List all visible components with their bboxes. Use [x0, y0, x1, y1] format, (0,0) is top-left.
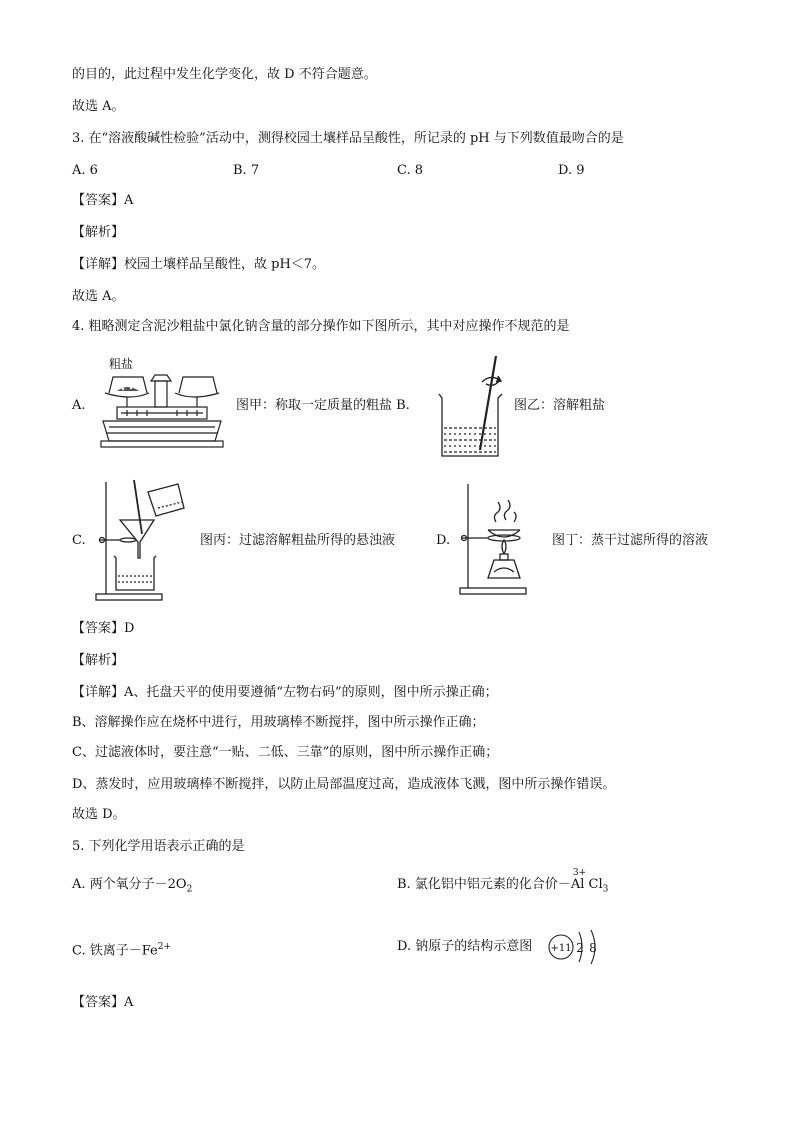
q4-option-b-caption: 图乙：溶解粗盐	[514, 398, 606, 413]
atom-structure-icon	[547, 926, 607, 968]
detail-text: D、蒸发时，应用玻璃棒不断搅拌，以防止局部温度过高，造成液体飞溅，图中所示操作错误。	[72, 777, 616, 792]
q5-option-a-text: A. 两个氧分子－2O	[72, 877, 187, 892]
subscript: 3	[602, 884, 609, 895]
evaporation-icon	[458, 482, 542, 598]
figure-label: 粗盐	[109, 357, 134, 371]
question-4: 4. 粗略测定含泥沙粗盐中氯化钠含量的部分操作如下图所示，其中对应操作不规范的是	[72, 319, 570, 334]
subscript: 2	[186, 884, 193, 895]
question-3: 3. 在“溶液酸碱性检验”活动中，测得校园土壤样品呈酸性，所记录的 pH 与下列数值最吻合的是	[72, 131, 624, 146]
detail-text: 【详解】A、托盘天平的使用要遵循“左物右码”的原则，图中所示操正确；	[72, 685, 498, 700]
q5-option-c	[72, 938, 171, 960]
q3-option-d: D. 9	[558, 163, 585, 178]
nucleus-label: +11	[550, 943, 572, 954]
q4-option-c-letter: C.	[72, 533, 86, 548]
q4-option-a-letter: A.	[72, 398, 86, 413]
q5-option-c-text: C. 铁离子－Fe	[72, 943, 158, 959]
text-line: 故选 A。	[72, 99, 125, 114]
q5-option-b-text: B. 氯化铝中铝元素的化合价－	[397, 877, 571, 892]
sodium-atom-diagram	[547, 926, 607, 968]
answer-label: 【答案】A	[72, 995, 134, 1010]
q4-option-d-letter: D.	[436, 533, 451, 548]
shell-1-label: 2	[576, 941, 584, 955]
analysis-label: 【解析】	[72, 653, 125, 668]
q5-option-d-text: D. 钠原子的结构示意图	[397, 939, 533, 954]
balance-figure	[97, 355, 227, 451]
answer-label: 【答案】A	[72, 193, 134, 208]
answer-label: 【答案】D	[72, 621, 135, 636]
detail-text: 【详解】校园土壤样品呈酸性，故 pH＜7。	[72, 257, 326, 272]
choose-text: 故选 A。	[72, 289, 125, 304]
q3-option-a: A. 6	[72, 163, 98, 178]
q3-option-b: B. 7	[233, 163, 260, 178]
formula-text: Al Cl	[570, 877, 603, 892]
q4-option-d-caption: 图丁：蒸干过滤所得的溶液	[552, 533, 709, 548]
evaporation-figure	[458, 482, 542, 598]
choose-text: 故选 D。	[72, 807, 126, 822]
superscript: 2+	[157, 942, 172, 952]
question-5: 5. 下列化学用语表示正确的是	[72, 839, 245, 854]
valence-superscript: 3+	[572, 868, 587, 878]
detail-text: B、溶解操作应在烧杯中进行，用玻璃棒不断搅拌，图中所示操作正确；	[72, 715, 485, 730]
detail-text: C、过滤液体时，要注意“一贴、二低、三靠”的原则，图中所示操作正确；	[72, 745, 499, 760]
filtration-figure	[94, 478, 190, 604]
q5-option-d	[397, 938, 532, 956]
beaker-stirring-figure	[436, 354, 508, 462]
text-line: 的目的，此过程中发生化学变化，故 D 不符合题意。	[72, 67, 377, 82]
beaker-icon	[436, 354, 508, 462]
q4-option-a-caption: 图甲：称取一定质量的粗盐 B.	[236, 398, 410, 413]
q4-option-c-caption: 图丙：过滤溶解粗盐所得的悬浊液	[200, 533, 396, 548]
shell-2-label: 8	[589, 941, 597, 955]
valence-formula	[570, 868, 609, 899]
q3-option-c: C. 8	[397, 163, 424, 178]
q5-option-a	[72, 876, 192, 899]
filtration-icon	[94, 478, 190, 604]
analysis-label: 【解析】	[72, 225, 125, 240]
q5-option-b	[397, 868, 609, 899]
